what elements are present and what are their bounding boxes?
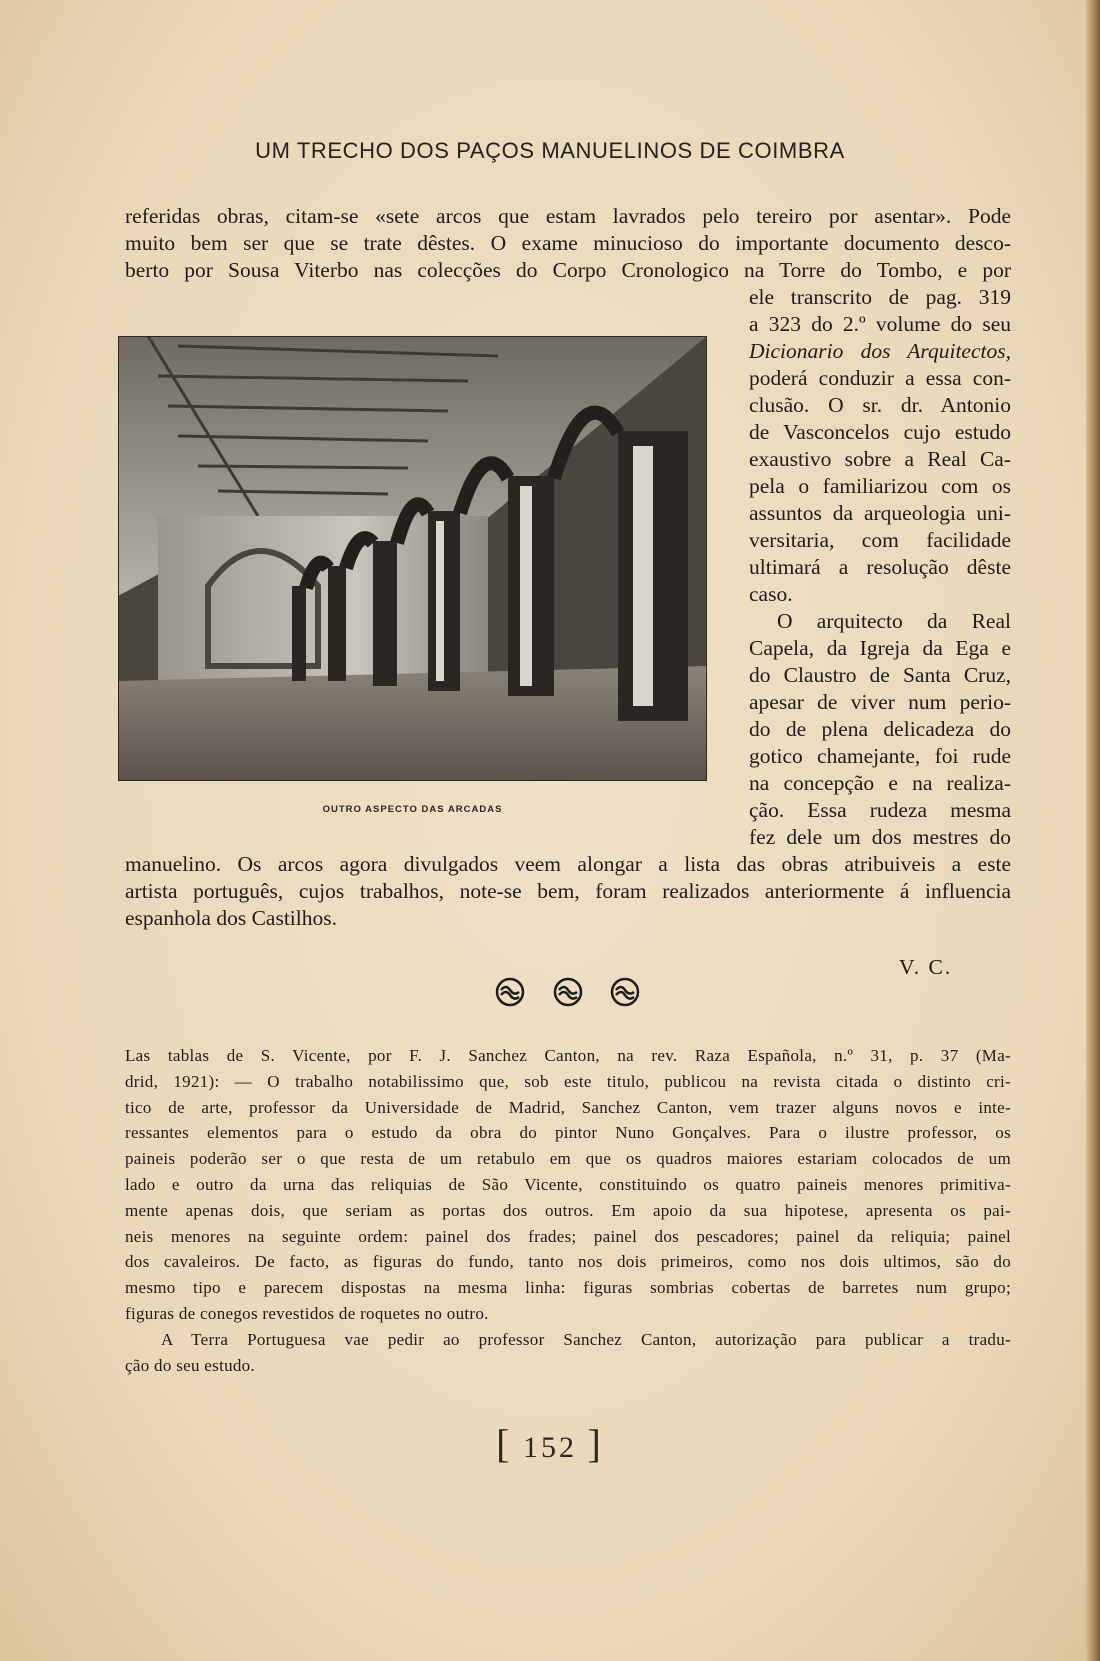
bracket-left: [ <box>496 1421 513 1466</box>
closing-paragraph <box>125 851 1011 932</box>
ornament-row <box>495 977 640 1013</box>
text-line: ção. Essa rudeza mesma <box>749 798 1011 822</box>
running-head: UM TRECHO DOS PAÇOS MANUELINOS DE COIMBRA <box>255 138 845 163</box>
review-line: tico de arte, professor da Universidade de Madrid, Sanchez Canton, vem trazer alguns novos e inte- <box>125 1097 1011 1117</box>
review-line: neis menores na seguinte ordem: painel dos frades; painel dos pescadores; painel da reliquia; painel <box>125 1226 1011 1246</box>
text-line: O arquitecto da Real <box>777 609 1011 633</box>
text-line: artista português, cujos trabalhos, note-se bem, foram realizados anteriormente á influencia <box>125 879 1011 903</box>
arcade-photograph <box>118 336 707 781</box>
review-line: dos cavaleiros. De facto, as figuras do fundo, tanto nos dois primeiros, como nos dois ultimos, são do <box>125 1252 1011 1272</box>
figure-caption: OUTRO ASPECTO DAS ARCADAS <box>322 804 503 815</box>
book-spine-edge <box>1086 0 1100 1661</box>
text-line: do de plena delicadeza do <box>749 717 1011 741</box>
text-line: fez dele um dos mestres do <box>749 825 1011 849</box>
review-line: paineis poderão ser o que resta de um retabulo em que os quadros maiores estariam colocados de um <box>125 1149 1011 1169</box>
page-number-value: 152 <box>523 1431 577 1464</box>
text-line: espanhola dos Castilhos. <box>125 906 337 930</box>
review-line: drid, 1921): — O trabalho notabilissimo que, sob este titulo, publicou na revista citada o distinto cri- <box>125 1071 1011 1091</box>
text-line: manuelino. Os arcos agora divulgados veem alongar a lista das obras atribuiveis a este <box>125 852 1011 876</box>
review-line: figuras de conegos revestidos de roquetes no outro. <box>125 1303 489 1323</box>
review-line: A Terra Portuguesa vae pedir ao professor Sanchez Canton, autorização para publicar a tradu- <box>161 1329 1011 1349</box>
review-line: lado e outro da urna das reliquias de São Vicente, constituindo os quatro paineis menores primitiva- <box>125 1174 1011 1194</box>
bracket-right: ] <box>587 1421 604 1466</box>
text-line: exaustivo sobre a Real Ca- <box>749 447 1011 471</box>
text-line: Capela, da Igreja da Ega e <box>749 636 1011 660</box>
book-review <box>125 1043 1011 1378</box>
column-paragraph <box>749 284 1011 851</box>
swirl-ornament-icon <box>495 977 525 1007</box>
swirl-ornament-icon <box>553 977 583 1007</box>
text-line: a 323 do 2.º volume do seu <box>749 312 1011 336</box>
text-line: poderá conduzir a essa con- <box>749 366 1011 390</box>
text-line: assuntos da arqueologia uni- <box>749 501 1011 525</box>
review-line: ressantes elementos para o estudo da obra do pintor Nuno Gonçalves. Para o ilustre professor, os <box>125 1123 1011 1143</box>
text-line: de Vasconcelos cujo estudo <box>749 420 1011 444</box>
text-line: caso. <box>749 582 793 606</box>
intro-paragraph <box>125 203 1011 284</box>
author-signature: V. C. <box>899 955 953 979</box>
text-line: referidas obras, citam-se «sete arcos que estam lavrados pelo tereiro por asentar». Pode <box>125 204 1011 228</box>
text-line: na concepção e na realiza- <box>749 771 1011 795</box>
text-line: ele transcrito de pag. 319 <box>749 285 1011 309</box>
review-line: ção do seu estudo. <box>125 1355 256 1375</box>
text-line: clusão. O sr. dr. Antonio <box>749 393 1011 417</box>
review-line: mesmo tipo e parecem dispostas na mesma linha: figuras sombrias cobertas de barretes num grupo; <box>125 1278 1011 1298</box>
swirl-ornament-icon <box>610 977 640 1007</box>
text-line: berto por Sousa Viterbo nas colecções do Corpo Cronologico na Torre do Tombo, e por <box>125 258 1011 282</box>
review-line: mente apenas dois, que seriam as portas dos outros. Em apoio da sua hipotese, apresenta os pai- <box>125 1200 1011 1220</box>
review-line: Las tablas de S. Vicente, por F. J. Sanchez Canton, na rev. Raza Española, n.º 31, p. 37 (Ma- <box>125 1046 1011 1065</box>
text-line: muito bem ser que se trate dêstes. O exame minucioso do importante documento desco- <box>125 231 1011 255</box>
text-line: do Claustro de Santa Cruz, <box>749 663 1011 687</box>
text-line: Dicionario dos Arquitectos, <box>749 339 1011 363</box>
text-line: versitaria, com facilidade <box>749 528 1011 552</box>
text-line: apesar de viver num perio- <box>749 690 1011 714</box>
page-number <box>0 1420 1100 1467</box>
text-line: gotico chamejante, foi rude <box>749 744 1011 768</box>
text-line: pela o familiarizou com os <box>749 474 1011 498</box>
arcade-photo-image <box>118 336 707 781</box>
text-line: ultimará a resolução dêste <box>749 555 1011 579</box>
